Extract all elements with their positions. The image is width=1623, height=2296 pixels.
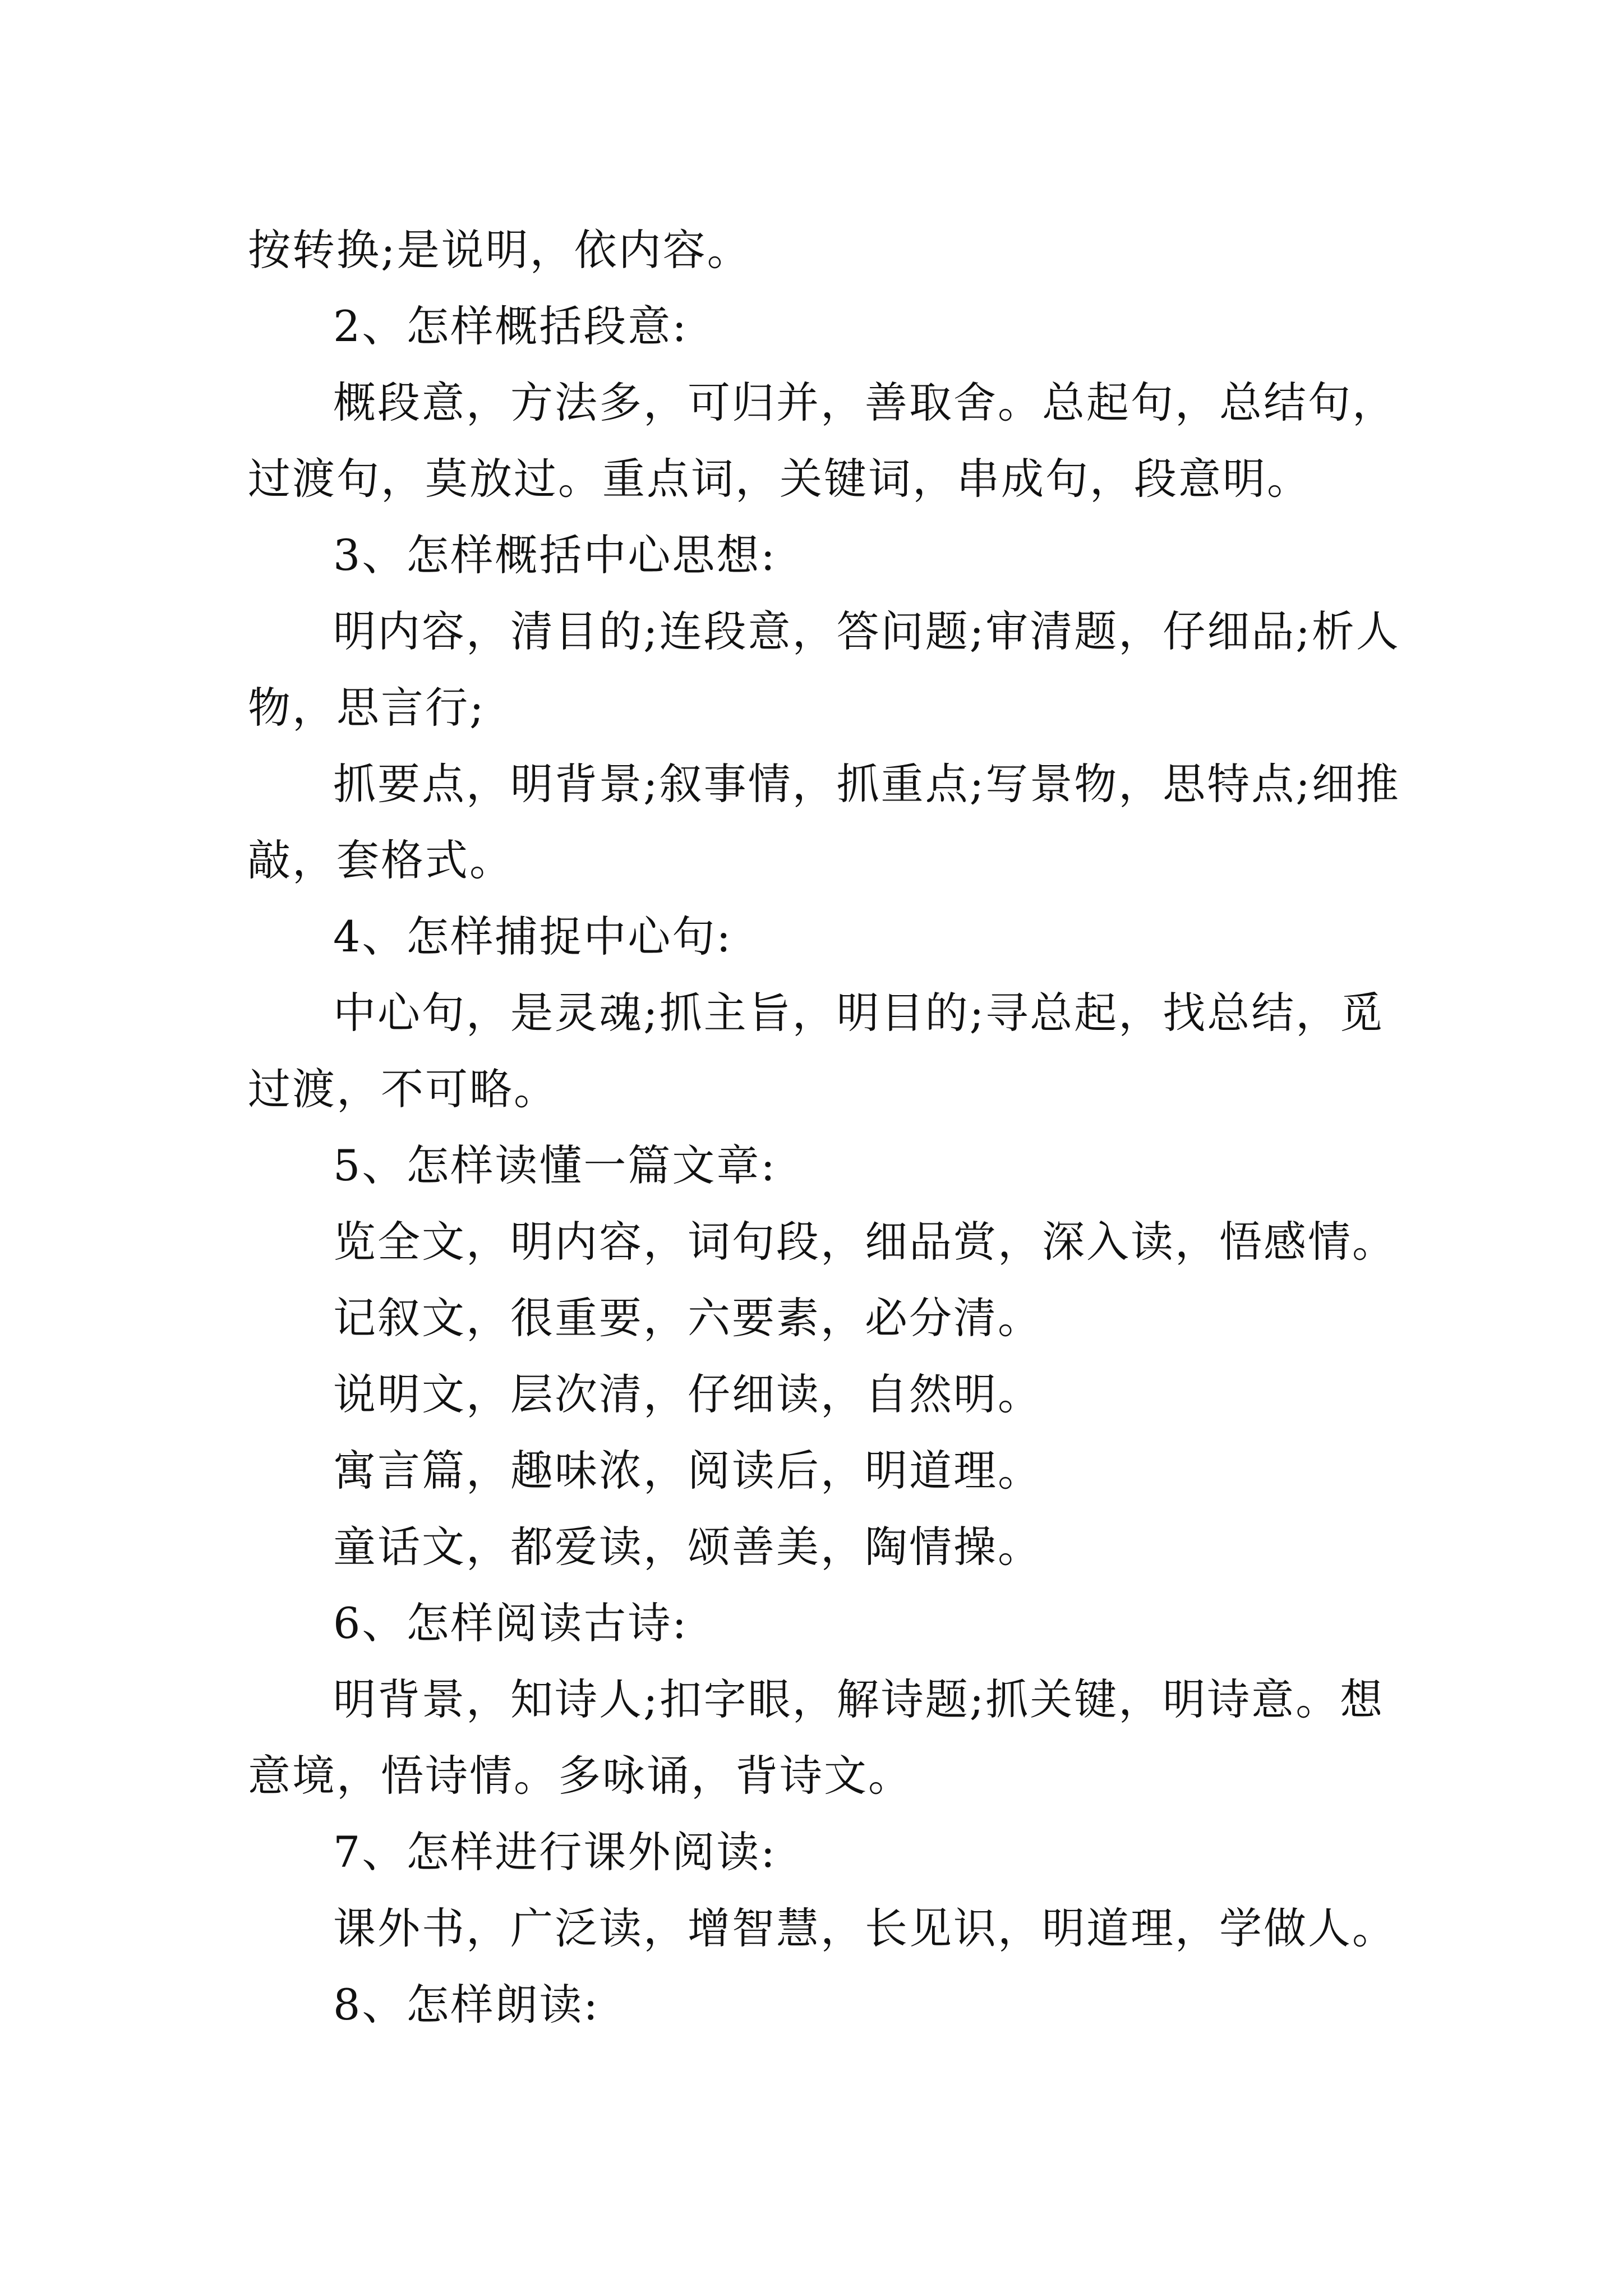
- paragraph-text: 说明文，层次清，仔细读，自然明。: [333, 1369, 1042, 1419]
- paragraph-text: 课外书，广泛读，增智慧，长见识，明道理，学做人。: [333, 1903, 1396, 1953]
- paragraph-text: 明背景，知诗人;扣字眼，解诗题;抓关键，明诗意。想意境，悟诗情。多咏诵，背诗文。: [248, 1674, 1385, 1801]
- paragraph-text: 明内容，清目的;连段意，答问题;审清题，仔细品;析人物，思言行;: [248, 606, 1400, 733]
- section-heading-5: 5、怎样读懂一篇文章:: [333, 1140, 777, 1190]
- section-heading-8: 8、怎样朗读:: [333, 1980, 600, 2030]
- paragraph-text: 抓要点，明背景;叙事情，抓重点;写景物，思特点;细推敲，套格式。: [248, 759, 1400, 885]
- paragraph-text: 中心句，是灵魂;抓主旨，明目的;寻总起，找总结，觅过渡，不可略。: [248, 988, 1385, 1114]
- section-heading-6: 6、怎样阅读古诗:: [333, 1598, 688, 1648]
- section-heading-7: 7、怎样进行课外阅读:: [333, 1827, 777, 1877]
- paragraph-text: 览全文，明内容，词句段，细品赏，深入读，悟感情。: [333, 1217, 1396, 1267]
- section-heading-3: 3、怎样概括中心思想:: [333, 530, 777, 580]
- section-heading-4: 4、怎样捕捉中心句:: [333, 912, 732, 961]
- document-body: [248, 212, 1414, 2043]
- paragraph-text: 记叙文，很重要，六要素，必分清。: [333, 1293, 1042, 1343]
- paragraph-text: 按转换;是说明，依内容。: [248, 225, 751, 275]
- section-heading-2: 2、怎样概括段意:: [333, 301, 688, 351]
- paragraph-text: 概段意，方法多，可归并，善取舍。总起句，总结句，过渡句，莫放过。重点词，关键词，串成句，段意明。: [248, 378, 1396, 504]
- paragraph-text: 寓言篇，趣味浓，阅读后，明道理。: [333, 1446, 1042, 1496]
- paragraph-text: 童话文，都爱读，颂善美，陶情操。: [333, 1522, 1042, 1572]
